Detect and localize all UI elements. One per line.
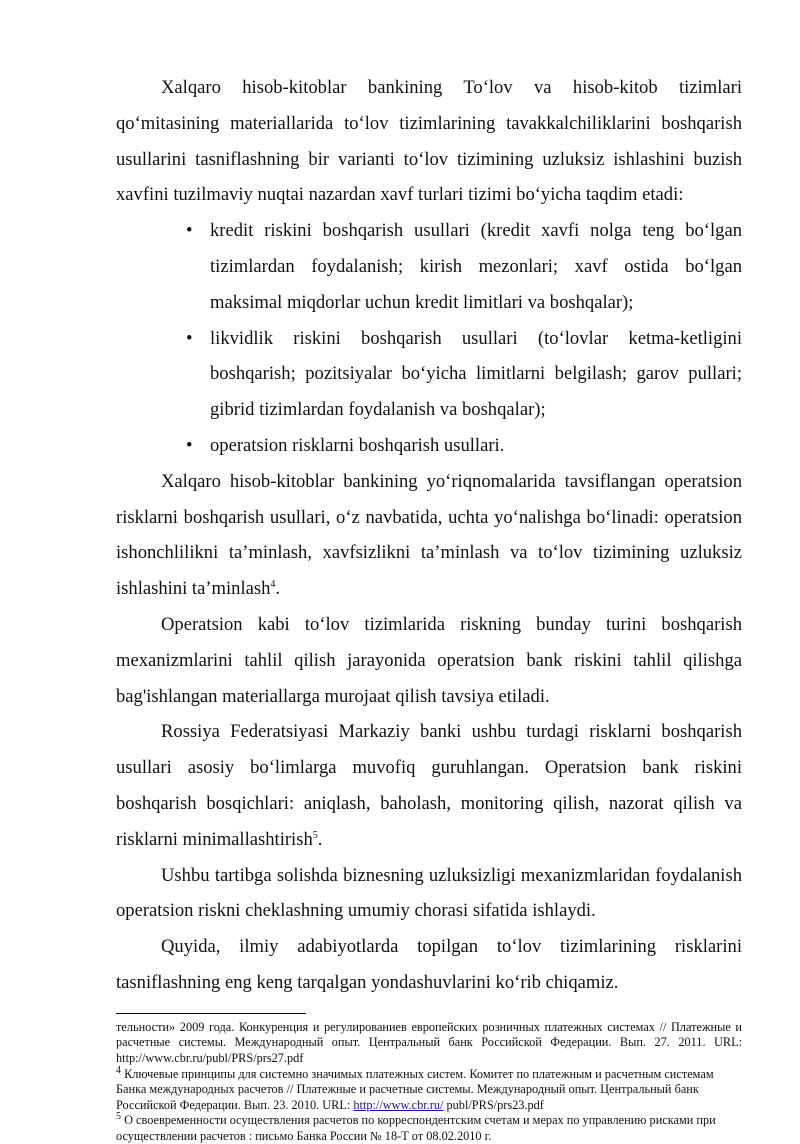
paragraph-operational-analysis: Operatsion kabi to‘lov tizimlarida riskning bunday turini boshqarish mexanizmlarini tahlil qilish jarayonida operatsion bank riskini tahlil qilishga bag'ishlangan materiallarga murojaat qilish tavsiya etiladi.: [116, 613, 742, 707]
paragraph-business-continuity: Ushbu tartibga solishda biznesning uzluksizligi mexanizmlaridan foydalanish operatsion riskni cheklashning umumiy chorasi sifatida ishlaydi.: [116, 864, 742, 922]
list-item-text: kredit riskini boshqarish usullari (kredit xavfi nolga teng bo‘lgan tizimlardan foydalanish; kirish mezonlari; xavf ostida bo‘lgan maksimal miqdorlar uchun kredit limitlari va boshqalar);: [210, 220, 742, 313]
paragraph-end: .: [317, 828, 323, 850]
footnote-divider: [116, 1013, 306, 1014]
bullet-icon: •: [186, 327, 193, 349]
bullet-icon: •: [186, 220, 193, 242]
paragraph-literature-review: Quyida, ilmiy adabiyotlarda topilgan to‘lov tizimlarining risklarini tasniflashning eng keng tarqalgan yondashuvlarini ko‘rib chiqamiz.: [116, 936, 742, 993]
bullet-icon: •: [186, 434, 193, 456]
paragraph-end: .: [275, 578, 281, 600]
list-item-text: operatsion risklarni boshqarish usullari.: [210, 434, 505, 456]
footnote-ref-5[interactable]: 5: [312, 829, 318, 841]
footnote-4-link[interactable]: http://www.cbr.ru/: [353, 1097, 444, 1112]
list-item-text: likvidlik riskini boshqarish usullari (to‘lovlar ketma-ketligini boshqarish; pozitsiyalar bo‘yicha limitlarni belgilash; garov pullari; gibrid tizimlardan foydalanish va boshqalar);: [210, 327, 742, 421]
paragraph-bis-guidelines: [116, 464, 742, 607]
footnote-ref-4[interactable]: 4: [270, 578, 276, 590]
paragraph-intro: Xalqaro hisob-kitoblar bankining To‘lov va hisob-kitob tizimlari qo‘mitasining materiallarida to‘lov tizimlarining tavakkalchiliklarini boshqarish usullarini tasniflashning bir varianti to‘lov tizimining uzluksiz ishlashini buzish xavfini tuzilmaviy nuqtai nazardan xavf turlari tizimi bo‘yicha taqdim etadi:: [116, 77, 742, 206]
footnote-4-text-end: publ/PRS/prs23.pdf: [443, 1097, 544, 1112]
footnote-4: [116, 1064, 742, 1114]
list-item-operational-risk: [186, 428, 742, 464]
risk-methods-list: [116, 213, 742, 464]
paragraph-central-bank: [116, 714, 742, 857]
list-item-liquidity-risk: [186, 321, 742, 428]
document-page: [116, 70, 742, 1144]
paragraph-text: Rossiya Federatsiyasi Markaziy banki ushbu turdagi risklarni boshqarish usullari asosiy bo‘limlarga muvofiq guruhlangan. Operatsion bank riskini boshqarish bosqichlari: aniqlash, baholash, monitoring qilish, nazorat qilish va risklarni minimallashtirish: [116, 721, 742, 850]
paragraph-text: Xalqaro hisob-kitoblar bankining yo‘riqnomalarida tavsiflangan operatsion risklarni boshqarish usullari, o‘z navbatida, uchta yo‘nalishga bo‘linadi: operatsion ishonchlilikni ta’minlash, xavfsizlikni ta’minlash va to‘lov tizimining uzluksiz ishlashini ta’minlash: [116, 470, 742, 600]
footnotes: [116, 1020, 742, 1144]
list-item-credit-risk: [186, 213, 742, 320]
footnote-continued: тельности» 2009 года. Конкуренция и регулированиев европейских розничных платежных системах // Платежные и расчетные системы. Международный опыт. Центральный банк Российской Федерации. Вып. 27. 2011. URL: http://www.cbr.ru/publ/PRS/prs27.pdf: [116, 1019, 742, 1065]
footnote-4-text: Ключевые принципы для системно значимых платежных систем. Комитет по платежным и расчетным системам Банка международных расчетов // Платежные и расчетные системы. Международный опыт. Центральный банк Российской Федерации. Вып. 23. 2010. URL:: [116, 1066, 714, 1112]
footnote-number-4: 4: [116, 1064, 121, 1076]
footnote-5: [116, 1113, 742, 1144]
footnote-5-text: О своевременности осуществления расчетов по корреспондентским счетам и мерах по управлению рисками при осуществлении расчетов : письмо Банка России № 18-Т от 08.02.2010 г.: [116, 1113, 716, 1143]
footnote-number-5: 5: [116, 1111, 121, 1123]
